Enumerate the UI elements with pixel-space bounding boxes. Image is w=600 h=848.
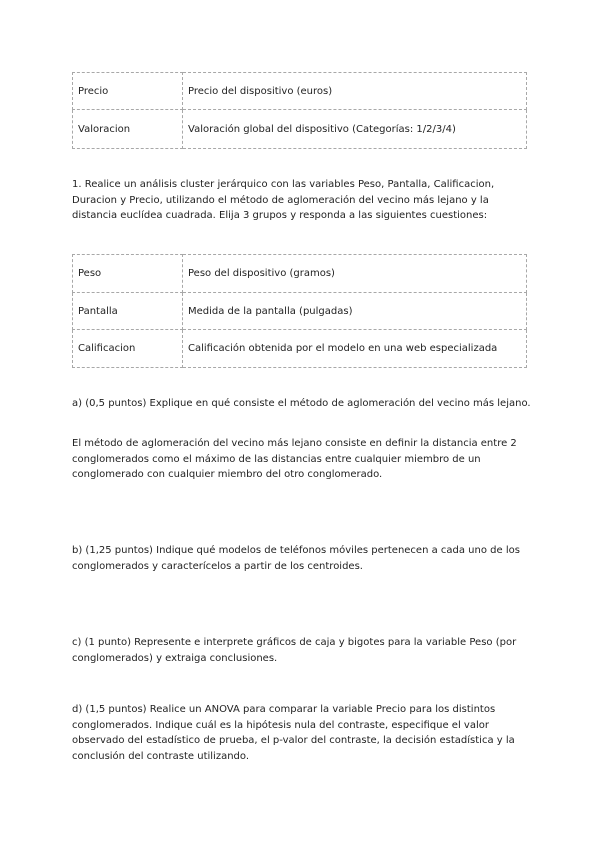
question-part-b: b) (1,25 puntos) Indique qué modelos de teléfonos móviles pertenecen a cada uno de los conglomerados y caracterícelos a partir de los centroides. xyxy=(72,545,520,572)
table-row xyxy=(73,293,527,330)
question-part-a: a) (0,5 puntos) Explique en qué consiste el método de aglomeración del vecino más lejano. xyxy=(72,398,531,409)
variable-description: Calificación obtenida por el modelo en una web especializada xyxy=(183,330,527,368)
variables-table-1 xyxy=(72,72,527,149)
variable-name: Peso xyxy=(73,255,183,293)
table-row xyxy=(73,330,527,368)
variable-description: Precio del dispositivo (euros) xyxy=(183,73,527,110)
variable-name: Pantalla xyxy=(73,293,183,330)
answer-part-a: El método de aglomeración del vecino más lejano consiste en definir la distancia entre 2 conglomerados como el máximo de las distancias entre cualquier miembro de un conglomerado con cualquier miembro del otro conglomerado. xyxy=(72,438,517,480)
variable-name: Valoracion xyxy=(73,110,183,149)
variable-name: Calificacion xyxy=(73,330,183,368)
table-row xyxy=(73,73,527,110)
variable-name: Precio xyxy=(73,73,183,110)
variable-description: Medida de la pantalla (pulgadas) xyxy=(183,293,527,330)
question-part-d: d) (1,5 puntos) Realice un ANOVA para comparar la variable Precio para los distintos conglomerados. Indique cuál es la hipótesis nula del contraste, especifique el valor observado del estadístico de prueba, el p-valor del contraste, la decisión estadística y la conclusión del contraste utilizando. xyxy=(72,704,515,762)
variables-table-2 xyxy=(72,254,527,368)
table-row xyxy=(73,110,527,149)
variable-description: Valoración global del dispositivo (Categorías: 1/2/3/4) xyxy=(183,110,527,149)
variable-description: Peso del dispositivo (gramos) xyxy=(183,255,527,293)
table-row xyxy=(73,255,527,293)
question-1: 1. Realice un análisis cluster jerárquico con las variables Peso, Pantalla, Calificacion, Duracion y Precio, utilizando el método de aglomeración del vecino más lejano y la distancia euclídea cuadrada. Elija 3 grupos y responda a las siguientes cuestiones: xyxy=(72,179,495,221)
question-part-c: c) (1 punto) Represente e interprete gráficos de caja y bigotes para la variable Peso (por conglomerados) y extraiga conclusiones. xyxy=(72,637,517,664)
